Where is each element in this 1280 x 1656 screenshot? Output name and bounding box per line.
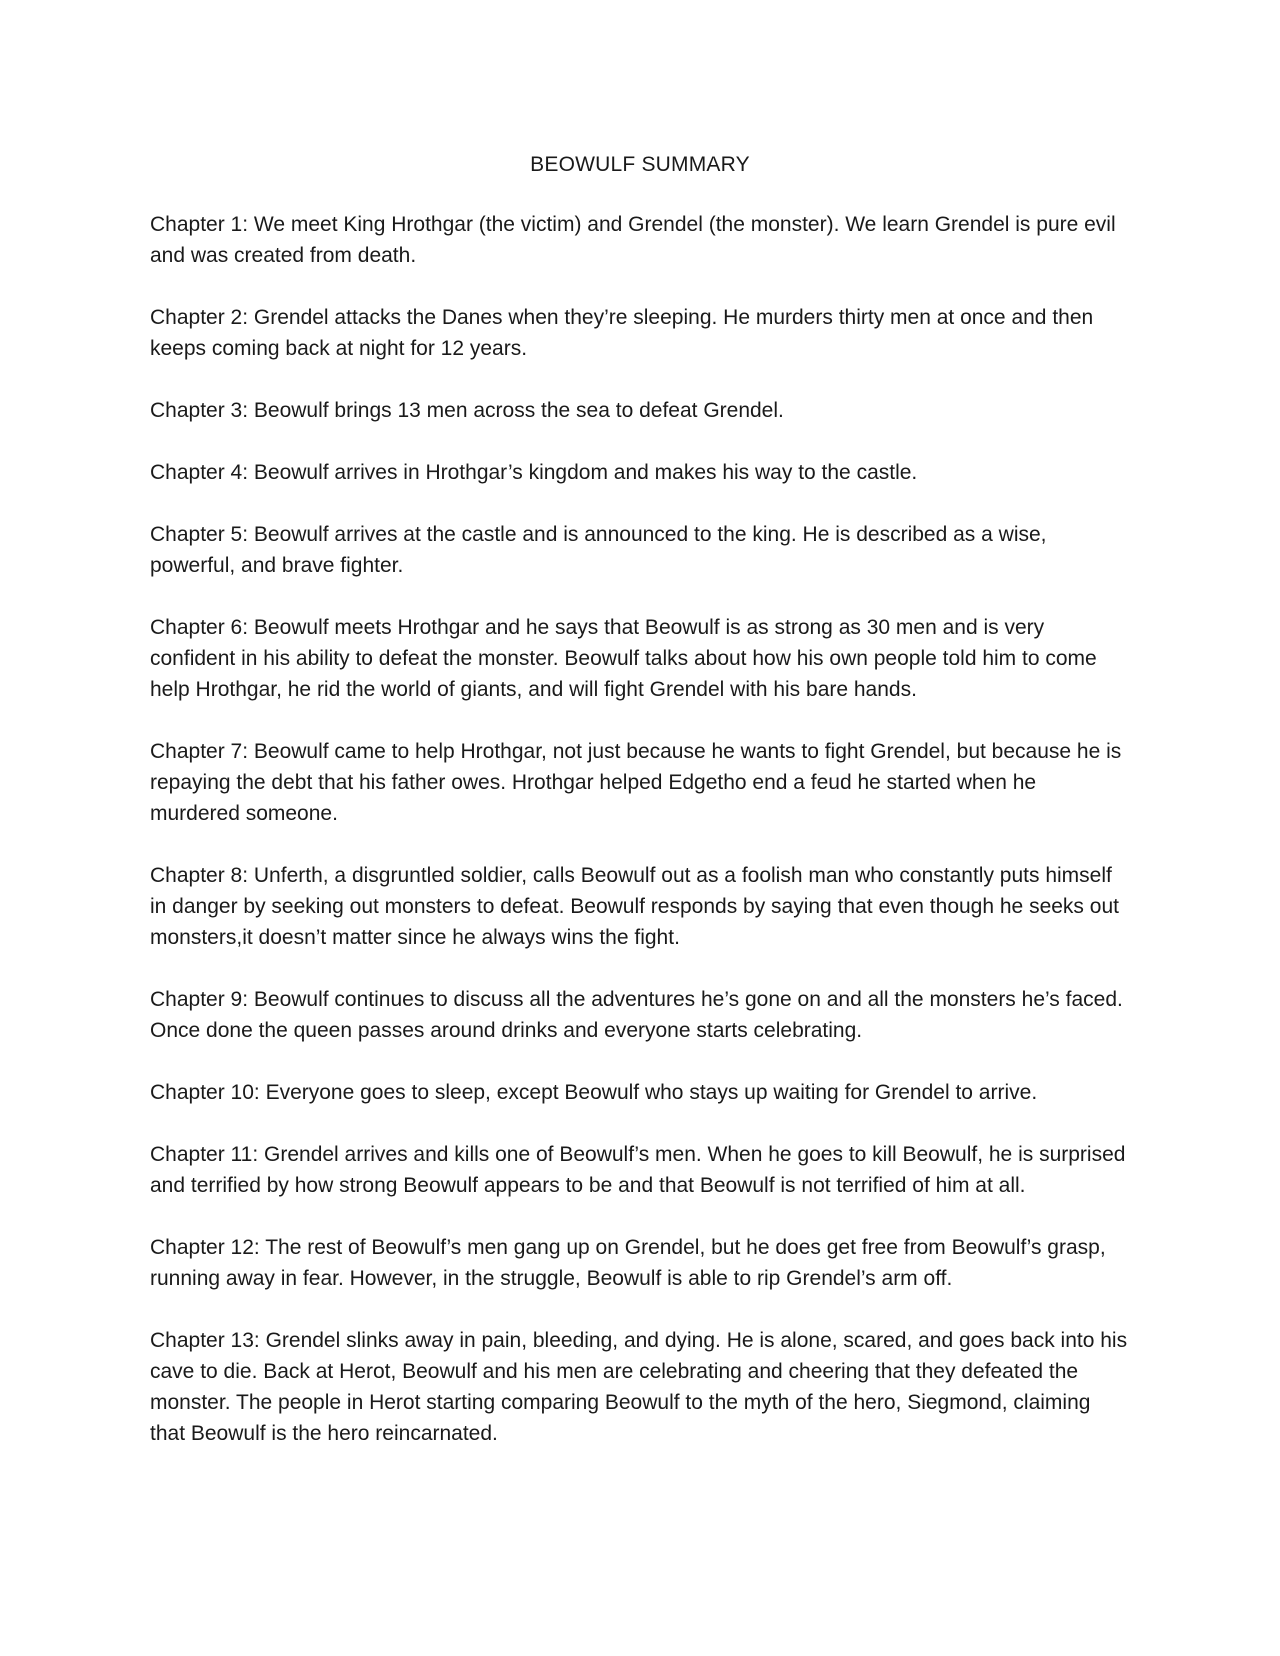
document-title: BEOWULF SUMMARY <box>530 153 750 176</box>
chapter-paragraph-7: Chapter 7: Beowulf came to help Hrothgar, not just because he wants to fight Grendel, but because he is repaying the debt that his father owes. Hrothgar helped Edgetho end a feud he started when he murdered someone. <box>150 740 1122 825</box>
chapter-paragraph-11: Chapter 11: Grendel arrives and kills one of Beowulf’s men. When he goes to kill Beowulf, he is surprised and terrified by how strong Beowulf appears to be and that Beowulf is not terrified of him at all. <box>150 1143 1126 1197</box>
chapter-paragraph-4: Chapter 4: Beowulf arrives in Hrothgar’s kingdom and makes his way to the castle. <box>150 461 918 484</box>
chapter-paragraph-3: Chapter 3: Beowulf brings 13 men across the sea to defeat Grendel. <box>150 399 784 422</box>
chapter-paragraph-13: Chapter 13: Grendel slinks away in pain, bleeding, and dying. He is alone, scared, and goes back into his cave to die. Back at Herot, Beowulf and his men are celebrating and cheering that they defeated the monster. The people in Herot starting comparing Beowulf to the myth of the hero, Siegmond, claiming that Beowulf is the hero reincarnated. <box>150 1329 1128 1445</box>
chapter-paragraph-10: Chapter 10: Everyone goes to sleep, except Beowulf who stays up waiting for Grendel to arrive. <box>150 1081 1038 1104</box>
chapter-paragraph-6: Chapter 6: Beowulf meets Hrothgar and he says that Beowulf is as strong as 30 men and is very confident in his ability to defeat the monster. Beowulf talks about how his own people told him to come help Hrothgar, he rid the world of giants, and will fight Grendel with his bare hands. <box>150 616 1097 701</box>
chapter-list <box>150 209 1130 1480</box>
chapter-paragraph-9: Chapter 9: Beowulf continues to discuss all the adventures he’s gone on and all the monsters he’s faced. Once done the queen passes around drinks and everyone starts celebrating. <box>150 988 1123 1042</box>
chapter-paragraph-2: Chapter 2: Grendel attacks the Danes when they’re sleeping. He murders thirty men at once and then keeps coming back at night for 12 years. <box>150 306 1094 360</box>
chapter-paragraph-1: Chapter 1: We meet King Hrothgar (the victim) and Grendel (the monster). We learn Grendel is pure evil and was created from death. <box>150 213 1116 267</box>
chapter-paragraph-8: Chapter 8: Unferth, a disgruntled soldier, calls Beowulf out as a foolish man who constantly puts himself in danger by seeking out monsters to defeat. Beowulf responds by saying that even though he seeks out monsters,it doesn’t matter since he always wins the fight. <box>150 864 1119 949</box>
chapter-paragraph-5: Chapter 5: Beowulf arrives at the castle and is announced to the king. He is described as a wise, powerful, and brave fighter. <box>150 523 1047 577</box>
chapter-paragraph-12: Chapter 12: The rest of Beowulf’s men gang up on Grendel, but he does get free from Beowulf’s grasp, running away in fear. However, in the struggle, Beowulf is able to rip Grendel’s arm off. <box>150 1236 1106 1290</box>
